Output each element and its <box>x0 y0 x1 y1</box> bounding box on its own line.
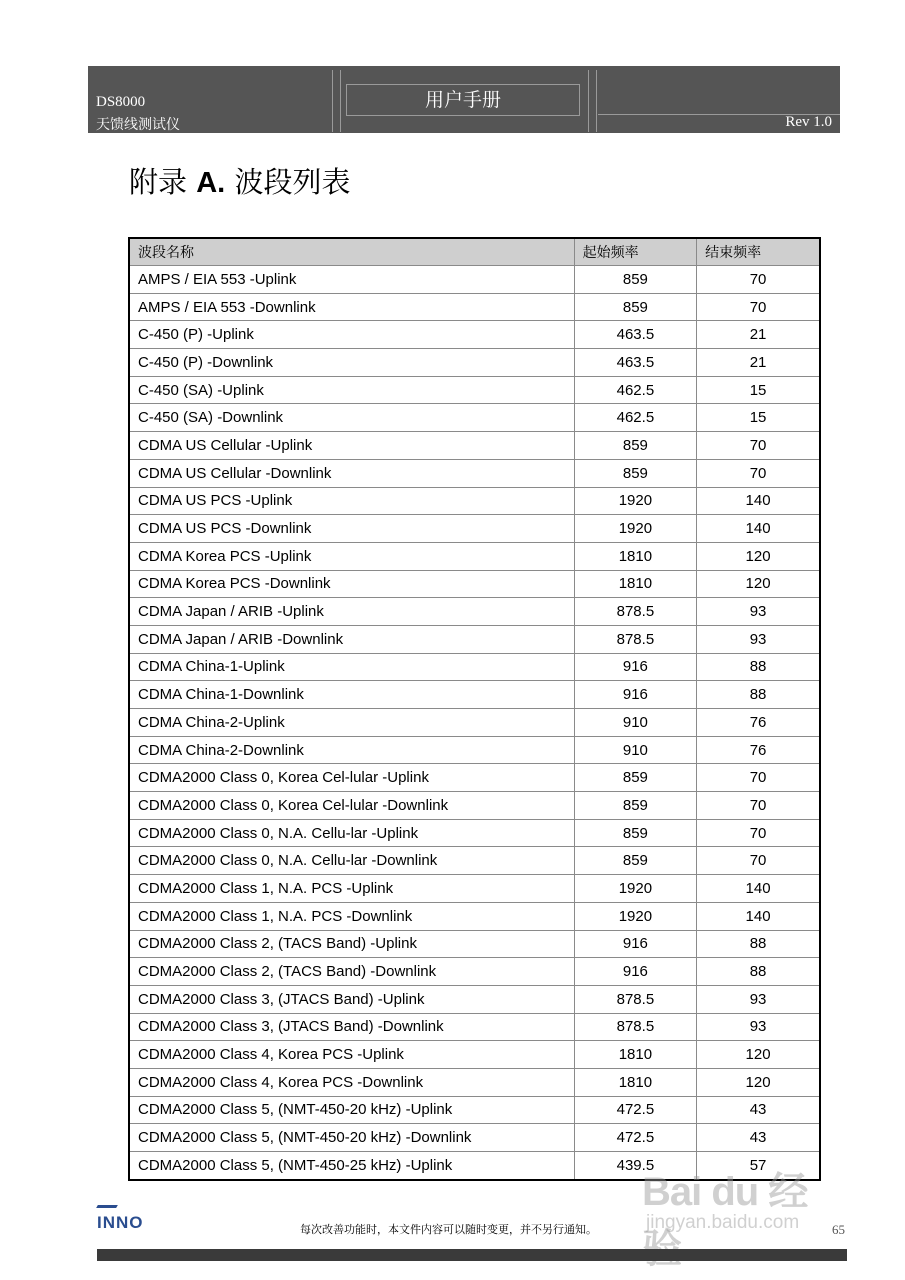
band-name-cell: C-450 (P) -Uplink <box>129 321 574 349</box>
table-row <box>129 1013 820 1041</box>
baidu-watermark <box>640 1150 840 1250</box>
band-name-cell: CDMA2000 Class 0, N.A. Cellu-lar -Uplink <box>129 819 574 847</box>
end-freq-cell: 88 <box>697 958 820 986</box>
table-row <box>129 1068 820 1096</box>
table-row <box>129 625 820 653</box>
table-row <box>129 930 820 958</box>
inno-logo: INNO <box>97 1213 144 1232</box>
start-freq-cell: 859 <box>574 847 696 875</box>
start-freq-cell: 462.5 <box>574 376 696 404</box>
end-freq-cell: 120 <box>697 570 820 598</box>
header-divider <box>588 70 589 132</box>
band-name-cell: CDMA China-2-Downlink <box>129 736 574 764</box>
table-row <box>129 570 820 598</box>
table-row <box>129 321 820 349</box>
table-row <box>129 376 820 404</box>
band-name-cell: CDMA2000 Class 2, (TACS Band) -Downlink <box>129 958 574 986</box>
band-name-cell: CDMA2000 Class 4, Korea PCS -Uplink <box>129 1041 574 1069</box>
start-freq-cell: 463.5 <box>574 321 696 349</box>
band-name-cell: CDMA2000 Class 0, Korea Cel-lular -Downlink <box>129 792 574 820</box>
end-freq-cell: 88 <box>697 653 820 681</box>
table-row <box>129 459 820 487</box>
header-product-block <box>88 66 332 133</box>
start-freq-cell: 1920 <box>574 875 696 903</box>
end-freq-cell: 93 <box>697 625 820 653</box>
band-name-cell: CDMA US PCS -Downlink <box>129 515 574 543</box>
end-freq-cell: 43 <box>697 1096 820 1124</box>
end-freq-cell: 43 <box>697 1124 820 1152</box>
band-name-cell: CDMA Japan / ARIB -Downlink <box>129 625 574 653</box>
end-freq-cell: 140 <box>697 487 820 515</box>
band-name-cell: CDMA2000 Class 1, N.A. PCS -Downlink <box>129 902 574 930</box>
page-number: 65 <box>832 1222 845 1237</box>
table-row <box>129 487 820 515</box>
header-model: DS8000 <box>96 94 146 110</box>
header-title: 用户手册 <box>346 84 580 116</box>
watermark-url: jingyan.baidu.com <box>646 1212 800 1233</box>
end-freq-cell: 120 <box>697 1068 820 1096</box>
end-freq-cell: 120 <box>697 542 820 570</box>
start-freq-cell: 462.5 <box>574 404 696 432</box>
watermark-brand: Bai du 经 <box>642 1170 808 1214</box>
table-header-row <box>129 238 820 266</box>
table-row <box>129 902 820 930</box>
end-freq-cell: 70 <box>697 847 820 875</box>
table-row <box>129 598 820 626</box>
band-name-cell: CDMA2000 Class 2, (TACS Band) -Uplink <box>129 930 574 958</box>
start-freq-cell: 859 <box>574 764 696 792</box>
band-name-cell: AMPS / EIA 553 -Downlink <box>129 293 574 321</box>
start-freq-cell: 916 <box>574 681 696 709</box>
band-name-cell: C-450 (SA) -Downlink <box>129 404 574 432</box>
end-freq-cell: 88 <box>697 681 820 709</box>
band-name-cell: CDMA2000 Class 3, (JTACS Band) -Downlink <box>129 1013 574 1041</box>
column-header-band-name: 波段名称 <box>129 238 574 266</box>
band-name-cell: CDMA Korea PCS -Downlink <box>129 570 574 598</box>
end-freq-cell: 140 <box>697 515 820 543</box>
end-freq-cell: 140 <box>697 902 820 930</box>
band-name-cell: CDMA2000 Class 5, (NMT-450-20 kHz) -Downlink <box>129 1124 574 1152</box>
start-freq-cell: 472.5 <box>574 1124 696 1152</box>
table-row <box>129 432 820 460</box>
start-freq-cell: 1810 <box>574 542 696 570</box>
header-revision: Rev 1.0 <box>785 114 832 130</box>
title-prefix: 附录 <box>129 165 188 199</box>
title-text: 波段列表 <box>234 165 351 199</box>
table-row <box>129 819 820 847</box>
end-freq-cell: 140 <box>697 875 820 903</box>
table-row <box>129 515 820 543</box>
table-row <box>129 293 820 321</box>
end-freq-cell: 70 <box>697 764 820 792</box>
start-freq-cell: 878.5 <box>574 1013 696 1041</box>
table-row <box>129 985 820 1013</box>
start-freq-cell: 859 <box>574 819 696 847</box>
start-freq-cell: 1810 <box>574 570 696 598</box>
band-name-cell: CDMA US PCS -Uplink <box>129 487 574 515</box>
header-divider <box>596 70 597 132</box>
table-row <box>129 958 820 986</box>
band-name-cell: C-450 (P) -Downlink <box>129 349 574 377</box>
title-label: A. <box>196 167 226 199</box>
band-name-cell: CDMA2000 Class 3, (JTACS Band) -Uplink <box>129 985 574 1013</box>
table-row <box>129 1041 820 1069</box>
page-header <box>88 66 840 133</box>
header-divider <box>332 70 333 132</box>
header-divider <box>340 70 341 132</box>
start-freq-cell: 910 <box>574 709 696 737</box>
band-name-cell: CDMA2000 Class 5, (NMT-450-25 kHz) -Uplink <box>129 1152 574 1180</box>
table-row <box>129 266 820 294</box>
start-freq-cell: 910 <box>574 736 696 764</box>
header-description: 天馈线测试仪 <box>96 117 180 133</box>
end-freq-cell: 93 <box>697 1013 820 1041</box>
table-row <box>129 1124 820 1152</box>
table-row <box>129 1096 820 1124</box>
start-freq-cell: 859 <box>574 293 696 321</box>
start-freq-cell: 916 <box>574 958 696 986</box>
start-freq-cell: 878.5 <box>574 598 696 626</box>
end-freq-cell: 15 <box>697 376 820 404</box>
start-freq-cell: 859 <box>574 459 696 487</box>
band-name-cell: CDMA US Cellular -Downlink <box>129 459 574 487</box>
band-name-cell: CDMA China-2-Uplink <box>129 709 574 737</box>
footer-note: 每次改善功能时，本文件内容可以随时变更，并不另行通知。 <box>300 1223 597 1236</box>
table-row <box>129 792 820 820</box>
start-freq-cell: 1810 <box>574 1041 696 1069</box>
table-row <box>129 404 820 432</box>
end-freq-cell: 21 <box>697 321 820 349</box>
column-header-end-freq: 结束频率 <box>697 238 820 266</box>
end-freq-cell: 21 <box>697 349 820 377</box>
end-freq-cell: 70 <box>697 432 820 460</box>
end-freq-cell: 70 <box>697 819 820 847</box>
end-freq-cell: 70 <box>697 792 820 820</box>
start-freq-cell: 878.5 <box>574 985 696 1013</box>
end-freq-cell: 93 <box>697 598 820 626</box>
band-name-cell: CDMA China-1-Uplink <box>129 653 574 681</box>
band-name-cell: CDMA2000 Class 0, Korea Cel-lular -Uplink <box>129 764 574 792</box>
start-freq-cell: 1810 <box>574 1068 696 1096</box>
band-table <box>128 237 821 1181</box>
column-header-start-freq: 起始频率 <box>574 238 696 266</box>
end-freq-cell: 76 <box>697 736 820 764</box>
start-freq-cell: 916 <box>574 930 696 958</box>
start-freq-cell: 463.5 <box>574 349 696 377</box>
band-name-cell: CDMA China-1-Downlink <box>129 681 574 709</box>
band-name-cell: C-450 (SA) -Uplink <box>129 376 574 404</box>
table-row <box>129 847 820 875</box>
end-freq-cell: 57 <box>697 1152 820 1180</box>
table-row <box>129 709 820 737</box>
table-body <box>129 266 820 1180</box>
band-name-cell: CDMA Korea PCS -Uplink <box>129 542 574 570</box>
end-freq-cell: 120 <box>697 1041 820 1069</box>
band-name-cell: CDMA2000 Class 0, N.A. Cellu-lar -Downlink <box>129 847 574 875</box>
end-freq-cell: 88 <box>697 930 820 958</box>
footer-bar <box>97 1249 847 1261</box>
start-freq-cell: 1920 <box>574 902 696 930</box>
end-freq-cell: 70 <box>697 266 820 294</box>
page-title <box>129 160 350 201</box>
band-name-cell: CDMA2000 Class 1, N.A. PCS -Uplink <box>129 875 574 903</box>
table-row <box>129 764 820 792</box>
start-freq-cell: 1920 <box>574 515 696 543</box>
start-freq-cell: 878.5 <box>574 625 696 653</box>
start-freq-cell: 916 <box>574 653 696 681</box>
band-name-cell: CDMA2000 Class 4, Korea PCS -Downlink <box>129 1068 574 1096</box>
table-row <box>129 653 820 681</box>
band-name-cell: CDMA US Cellular -Uplink <box>129 432 574 460</box>
start-freq-cell: 1920 <box>574 487 696 515</box>
end-freq-cell: 76 <box>697 709 820 737</box>
end-freq-cell: 70 <box>697 459 820 487</box>
start-freq-cell: 859 <box>574 432 696 460</box>
start-freq-cell: 859 <box>574 266 696 294</box>
band-name-cell: CDMA2000 Class 5, (NMT-450-20 kHz) -Uplink <box>129 1096 574 1124</box>
end-freq-cell: 70 <box>697 293 820 321</box>
table-row <box>129 875 820 903</box>
table-row <box>129 681 820 709</box>
start-freq-cell: 439.5 <box>574 1152 696 1180</box>
end-freq-cell: 15 <box>697 404 820 432</box>
start-freq-cell: 859 <box>574 792 696 820</box>
end-freq-cell: 93 <box>697 985 820 1013</box>
start-freq-cell: 472.5 <box>574 1096 696 1124</box>
table-row <box>129 736 820 764</box>
table-row <box>129 349 820 377</box>
band-name-cell: AMPS / EIA 553 -Uplink <box>129 266 574 294</box>
band-name-cell: CDMA Japan / ARIB -Uplink <box>129 598 574 626</box>
table-row <box>129 542 820 570</box>
